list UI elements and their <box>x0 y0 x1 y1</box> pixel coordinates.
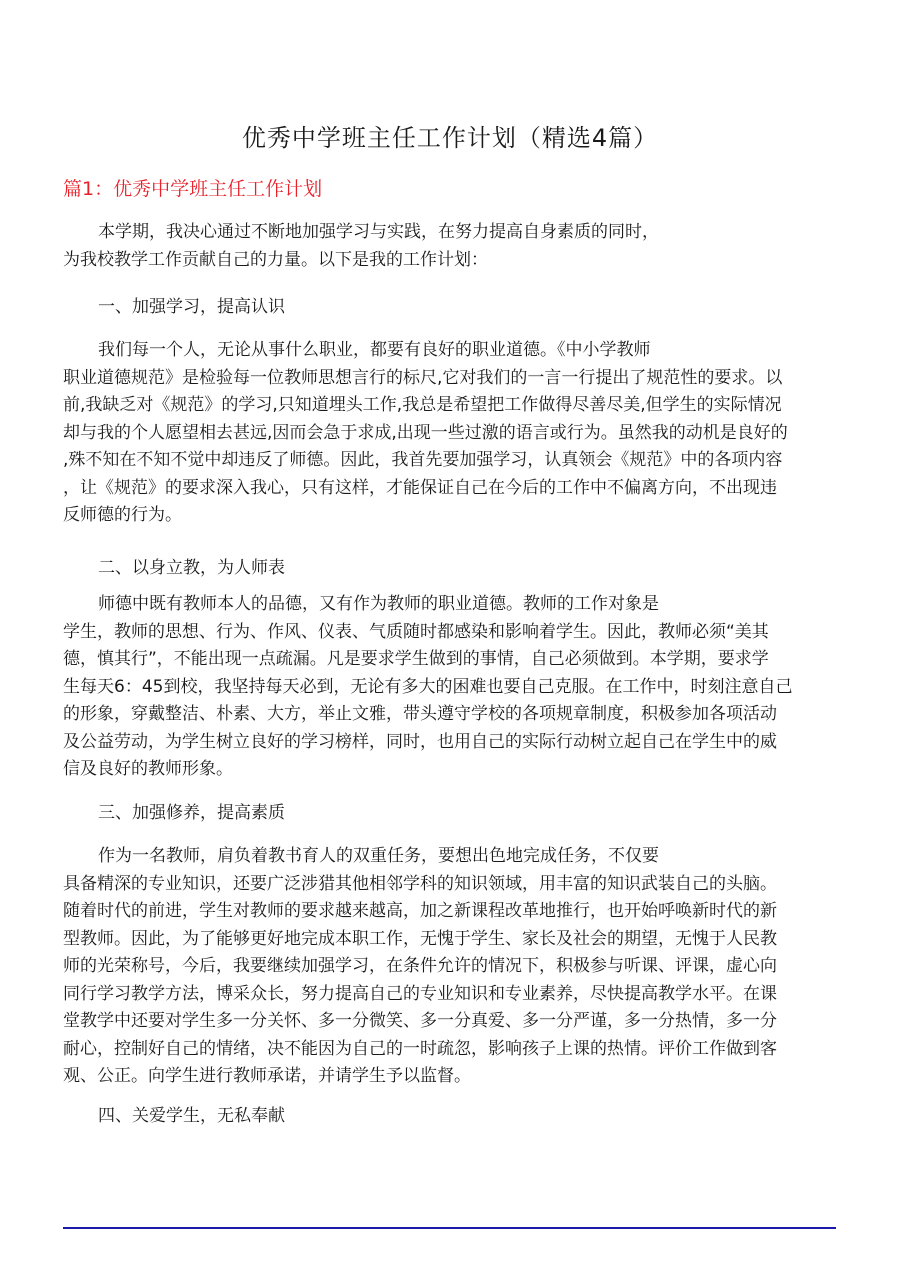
footer-divider <box>63 1227 836 1229</box>
text-line: ，让《规范》的要求深入我心，只有这样，才能保证自己在今后的工作中不偏离方向，不出现违 <box>63 477 777 498</box>
text-line: 师德中既有教师本人的品德，又有作为教师的职业道德。教师的工作对象是 <box>98 594 659 614</box>
text-line: ,殊不知在不知不觉中却违反了师德。因此，我首先要加强学习，认真领会《规范》中的各项内容 <box>63 450 783 470</box>
text-line: 生每天6：45到校，我坚持每天必到，无论有多大的困难也要自己克服。在工作中，时刻注意自己 <box>63 676 793 697</box>
text-line: 型教师。因此，为了能够更好地完成本职工作，无愧于学生、家长及社会的期望，无愧于人民教 <box>63 928 777 949</box>
text-line: 及公益劳动，为学生树立良好的学习榜样，同时，也用自己的实际行动树立起自己在学生中的威 <box>63 731 777 752</box>
text-line: 本学期，我决心通过不断地加强学习与实践，在努力提高自身素质的同时， <box>98 222 659 242</box>
text-line: 我们每一个人，无论从事什么职业，都要有良好的职业道德。《中小学教师 <box>98 340 651 360</box>
text-line: 却与我的个人愿望相去甚远,因而会急于求成,出现一些过激的语言或行为。虽然我的动机是良好的 <box>63 422 788 443</box>
text-line: 随着时代的前进，学生对教师的要求越来越高，加之新课程改革地推行，也开始呼唤新时代的新 <box>63 901 777 921</box>
text-line: 师的光荣称号，今后，我要继续加强学习，在条件允许的情况下，积极参与听课、评课，虚心向 <box>63 956 777 976</box>
section-paragraph-3 <box>63 843 838 1091</box>
text-line: 学生，教师的思想、行为、作风、仪表、气质随时都感染和影响着学生。因此，教师必须“美其 <box>63 621 769 642</box>
section-paragraph-2 <box>63 591 838 784</box>
text-line: 观、公正。向学生进行教师承诺，并请学生予以监督。 <box>63 1066 471 1086</box>
text-line: 同行学习教学方法，博采众长，努力提高自己的专业知识和专业素养，尽快提高教学水平。在课 <box>63 983 777 1004</box>
intro-paragraph <box>63 219 838 274</box>
document-title: 优秀中学班主任工作计划（精选4篇） <box>241 124 659 152</box>
chapter-heading: 篇1：优秀中学班主任工作计划 <box>63 178 323 200</box>
text-line: 耐心，控制好自己的情绪，决不能因为自己的一时疏忽，影响孩子上课的热情。评价工作做到客 <box>63 1038 777 1059</box>
section-heading-2: 二、以身立教，为人师表 <box>98 558 285 578</box>
text-line: 德，慎其行”，不能出现一点疏漏。凡是要求学生做到的事情，自己必须做到。本学期，要求学 <box>63 649 769 669</box>
text-line: 堂教学中还要对学生多一分关怀、多一分微笑、多一分真爱、多一分严谨，多一分热情，多一分 <box>63 1011 777 1031</box>
section-heading-1: 一、加强学习，提高认识 <box>98 297 285 317</box>
text-line: 作为一名教师，肩负着教书育人的双重任务，要想出色地完成任务，不仅要 <box>98 846 659 866</box>
section-paragraph-1 <box>63 337 838 530</box>
text-line: 的形象，穿戴整洁、朴素、大方，举止文雅，带头遵守学校的各项规章制度，积极参加各项活动 <box>63 704 777 724</box>
section-heading-4: 四、关爱学生，无私奉献 <box>98 1106 285 1126</box>
text-line: 为我校教学工作贡献自己的力量。以下是我的工作计划： <box>63 249 488 270</box>
section-heading-3: 三、加强修养，提高素质 <box>98 803 285 823</box>
text-line: 信及良好的教师形象。 <box>63 759 233 779</box>
text-line: 反师德的行为。 <box>63 505 182 525</box>
text-line: 具备精深的专业知识，还要广泛涉猎其他相邻学科的知识领域，用丰富的知识武装自己的头脑。 <box>63 873 777 894</box>
text-line: 前,我缺乏对《规范》的学习,只知道埋头工作,我总是希望把工作做得尽善尽美,但学生的实际情况 <box>63 395 782 415</box>
text-line: 职业道德规范》是检验每一位教师思想言行的标尺,它对我们的一言一行提出了规范性的要求。以 <box>63 367 783 388</box>
